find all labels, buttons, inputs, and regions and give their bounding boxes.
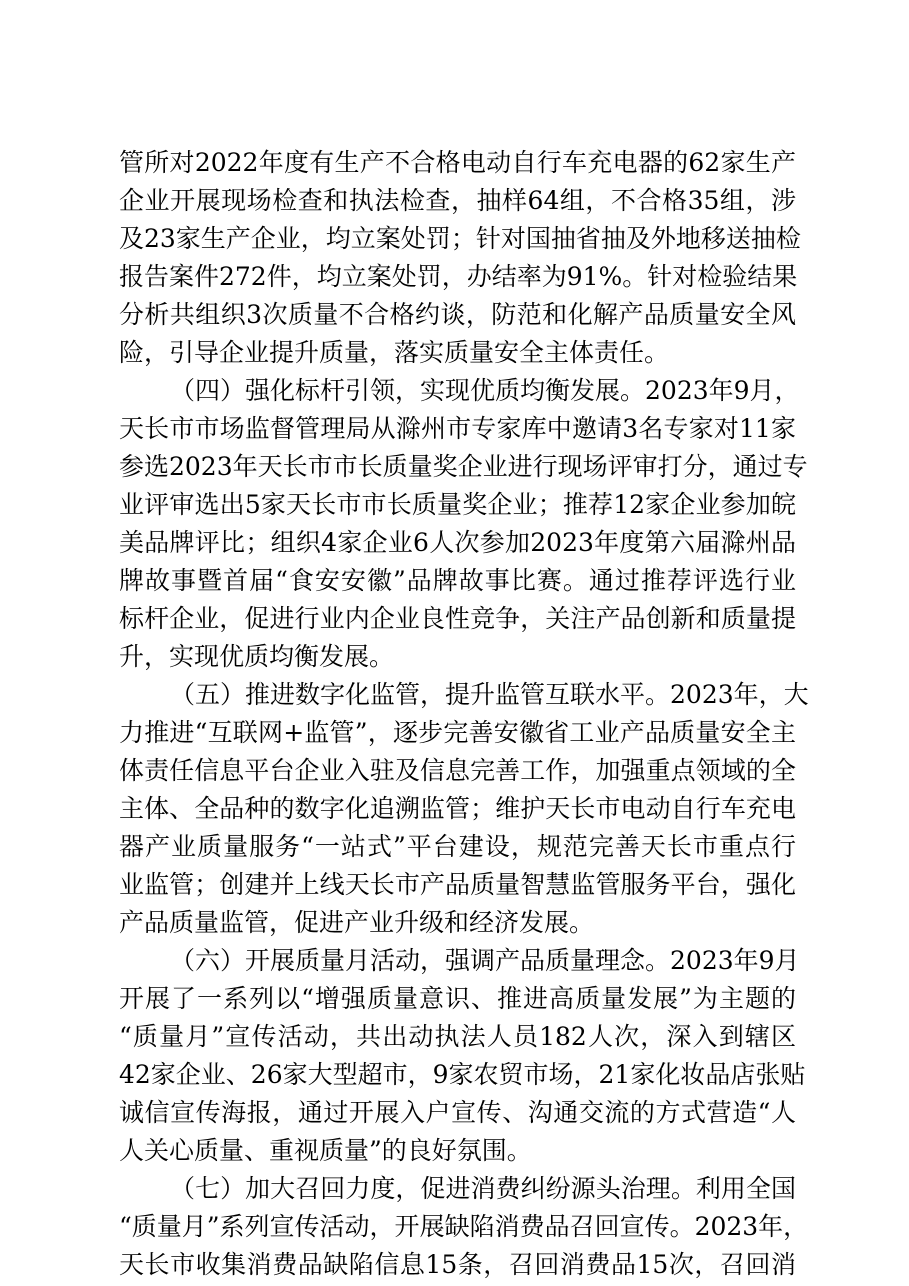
section-heading-line: （四）强化标杆引领，实现优质均衡发展。2023年9月， <box>170 376 800 405</box>
text-line: 报告案件272件，均立案处罚，办结率为91%。针对检验结果 <box>119 262 798 291</box>
text-line: 开展了一系列以“增强质量意识、推进高质量发展”为主题的 <box>119 984 796 1013</box>
section-heading-line: （五）推进数字化监管，提升监管互联水平。2023年，大 <box>170 680 809 709</box>
text-line: 天长市市场监督管理局从滁州市专家库中邀请3名专家对11家 <box>119 414 796 443</box>
text-line: 器产业质量服务“一站式”平台建设，规范完善天长市重点行 <box>119 832 796 861</box>
text-line: 美品牌评比；组织4家企业6人次参加2023年度第六届滁州品 <box>119 528 796 557</box>
text-line: 升，实现优质均衡发展。 <box>119 642 395 671</box>
text-line: 业监管；创建并上线天长市产品质量智慧监管服务平台，强化 <box>119 870 796 899</box>
text-line: 牌故事暨首届“食安安徽”品牌故事比赛。通过推荐评选行业 <box>119 566 796 595</box>
text-line: 42家企业、26家大型超市，9家农贸市场，21家化妆品店张贴 <box>119 1060 806 1089</box>
text-line: 管所对2022年度有生产不合格电动自行车充电器的62家生产 <box>119 148 796 177</box>
text-line: 标杆企业，促进行业内企业良性竞争，关注产品创新和质量提 <box>119 604 796 633</box>
text-line: 险，引导企业提升质量，落实质量安全主体责任。 <box>119 338 670 367</box>
text-line: 体责任信息平台企业入驻及信息完善工作，加强重点领域的全 <box>119 756 796 785</box>
section-heading-line: （七）加大召回力度，促进消费纠纷源头治理。利用全国 <box>170 1174 796 1203</box>
text-line: 及23家生产企业，均立案处罚；针对国抽省抽及外地移送抽检 <box>119 224 801 253</box>
text-line: 主体、全品种的数字化追溯监管；维护天长市电动自行车充电 <box>119 794 796 823</box>
text-line: “质量月”宣传活动，共出动执法人员182人次，深入到辖区 <box>119 1022 796 1051</box>
section-heading-line: （六）开展质量月活动，强调产品质量理念。2023年9月 <box>170 946 800 975</box>
text-line: 诚信宣传海报，通过开展入户宣传、沟通交流的方式营造“人 <box>119 1098 796 1127</box>
text-line: 企业开展现场检查和执法检查，抽样64组，不合格35组，涉 <box>119 186 796 215</box>
text-line: 参选2023年天长市市长质量奖企业进行现场评审打分，通过专 <box>119 452 808 481</box>
text-line: “质量月”系列宣传活动，开展缺陷消费品召回宣传。2023年， <box>119 1212 809 1241</box>
text-line: 力推进“互联网+监管”，逐步完善安徽省工业产品质量安全主 <box>119 718 796 747</box>
text-line: 天长市收集消费品缺陷信息15条，召回消费品15次，召回消 <box>119 1250 796 1279</box>
text-line: 产品质量监管，促进产业升级和经济发展。 <box>119 908 595 937</box>
text-line: 业评审选出5家天长市市长质量奖企业；推荐12家企业参加皖 <box>119 490 796 519</box>
text-line: 人关心质量、重视质量”的良好氛围。 <box>119 1136 532 1165</box>
text-line: 分析共组织3次质量不合格约谈，防范和化解产品质量安全风 <box>119 300 796 329</box>
